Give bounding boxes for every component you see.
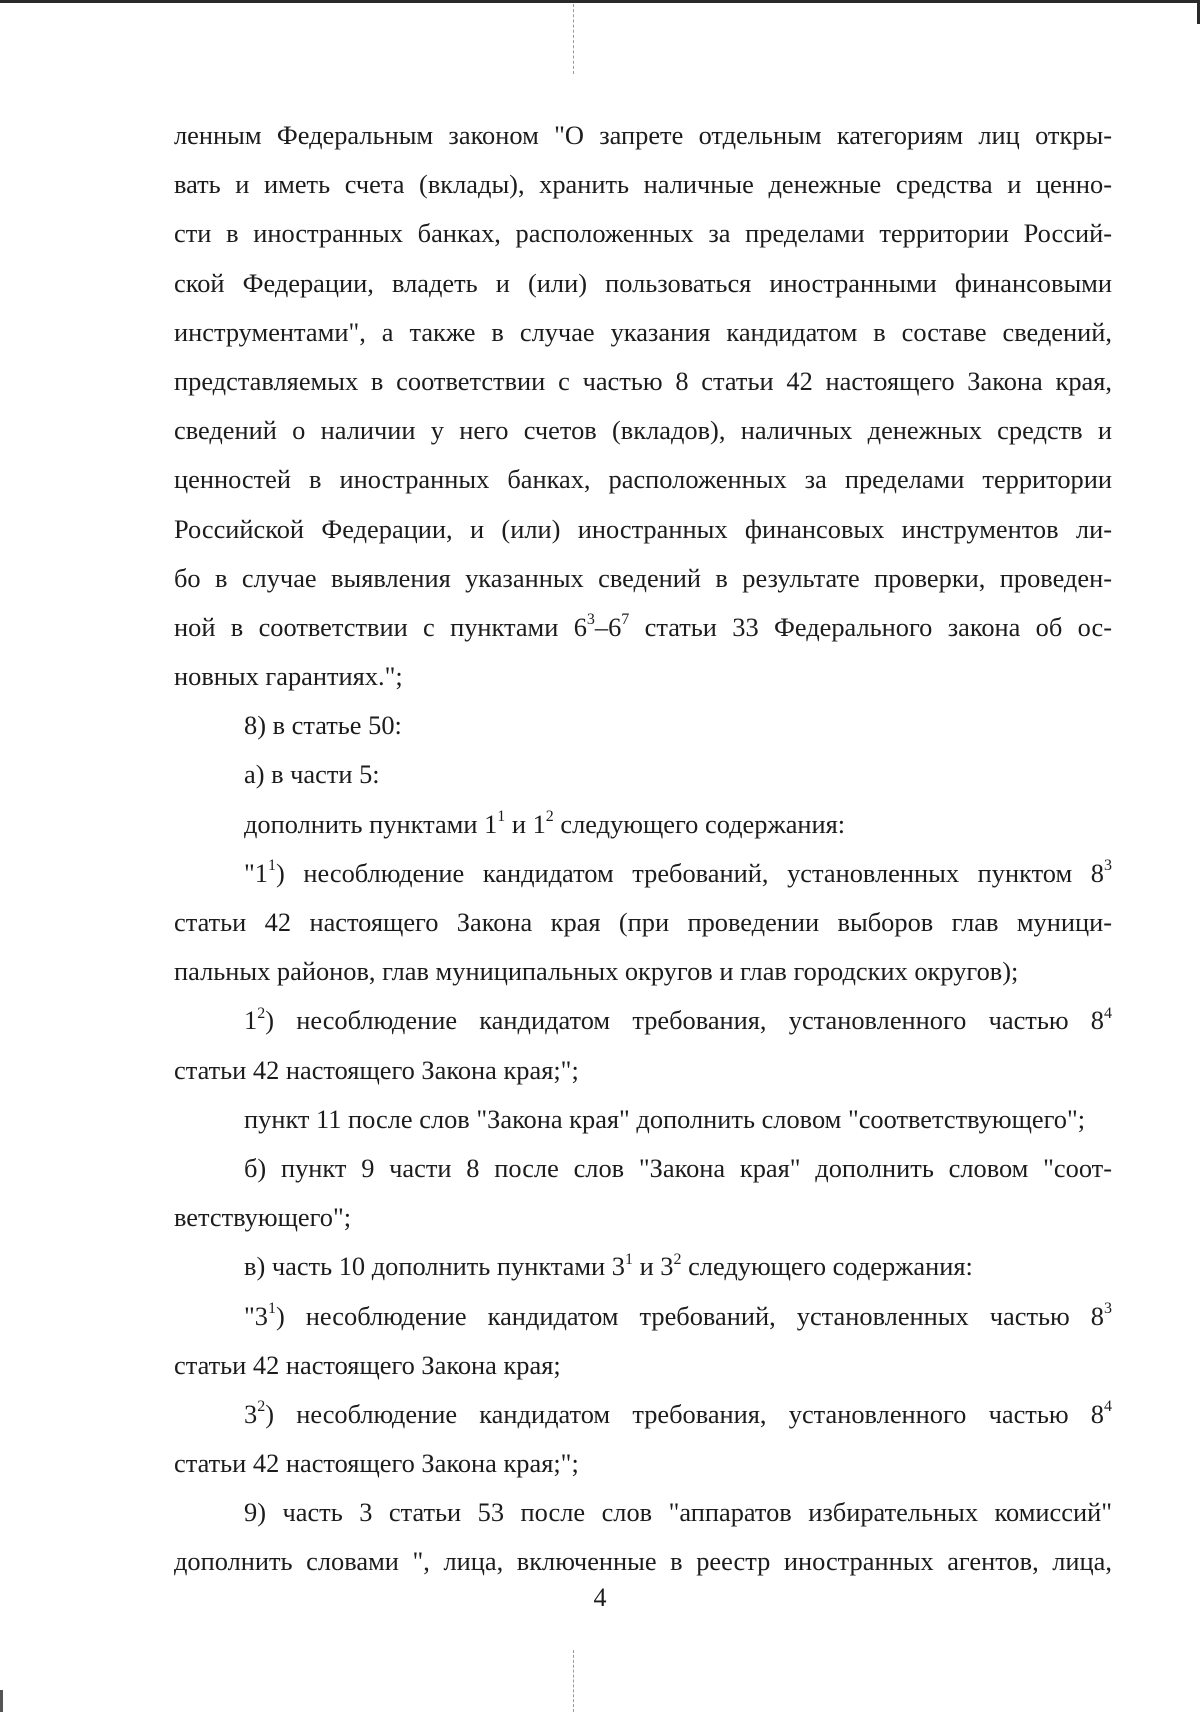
fold-mark-top [573, 4, 575, 74]
text-line: б) пункт 9 части 8 после слов "Закона края" дополнить словом "соот- [244, 1152, 1112, 1183]
text-line: "$1^1$) несоблюдение кандидатом требований, установленных пунктом $8^3$ [244, 857, 1112, 888]
text-line: ветствующего"; [174, 1202, 352, 1233]
text-line: $1^2$) несоблюдение кандидатом требования, установленного частью $8^4$ [244, 1004, 1112, 1036]
text-line: статьи 42 настоящего Закона края;"; [174, 1054, 579, 1085]
text-line: а) в части 5: [244, 759, 380, 790]
text-line: сведений о наличии у него счетов (вкладов), наличных денежных средств и [174, 415, 1112, 446]
text-line: ценностей в иностранных банках, расположенных за пределами территории [174, 464, 1112, 495]
text-line: дополнить словами ", лица, включенные в реестр иностранных агентов, лица, [174, 1546, 1112, 1577]
document-body [174, 111, 1112, 1587]
scan-edge-top [0, 0, 1200, 3]
text-line: "$3^1$) несоблюдение кандидатом требований, установленных частью $8^3$ [244, 1299, 1112, 1331]
text-line: ленным Федеральным законом "О запрете отдельным категориям лиц откры- [174, 120, 1112, 150]
text-line: $3^2$) несоблюдение кандидатом требования, установленного частью $8^4$ [244, 1398, 1112, 1429]
text-line: 9) часть 3 статьи 53 после слов "аппаратов избирательных комиссий" [244, 1497, 1112, 1528]
text-line: в) часть 10 дополнить пунктами $3^1$ и $3^2$ следующего содержания: [244, 1250, 973, 1282]
text-line: статьи 42 настоящего Закона края (при проведении выборов глав муници- [174, 907, 1112, 937]
text-line: статьи 42 настоящего Закона края; [174, 1349, 561, 1380]
text-line: ной в соответствии с пунктами $6^3-6^7$ статьи 33 Федерального закона об ос- [174, 611, 1112, 642]
text-line: 8) в статье 50: [244, 710, 402, 741]
text-line: инструментами", а также в случае указания кандидатом в составе сведений, [174, 316, 1112, 347]
text-line: пальных районов, глав муниципальных округов и глав городских округов); [174, 956, 1019, 987]
text-line: Российской Федерации, и (или) иностранных финансовых инструментов ли- [174, 513, 1112, 544]
text-line: ской Федерации, владеть и (или) пользоваться иностранными финансовыми [174, 267, 1112, 298]
page-number: 4 [593, 1583, 607, 1612]
text-line: дополнить пунктами $1^1$ и $1^2$ следующего содержания: [244, 807, 846, 839]
text-line: представляемых в соответствии с частью 8 статьи 42 настоящего Закона края, [174, 365, 1112, 396]
text-line: пункт 11 после слов "Закона края" дополнить словом "соответствующего"; [244, 1103, 1086, 1134]
fold-mark-bottom [573, 1650, 575, 1712]
text-line: статьи 42 настоящего Закона края;"; [174, 1448, 579, 1479]
scan-edge-left [0, 1690, 3, 1712]
text-line: сти в иностранных банках, расположенных за пределами территории Россий- [174, 218, 1112, 249]
text-line: новных гарантиях."; [174, 661, 403, 692]
text-line: вать и иметь счета (вклады), хранить наличные денежные средства и ценно- [174, 169, 1112, 200]
text-line: бо в случае выявления указанных сведений в результате проверки, проведен- [174, 562, 1112, 593]
